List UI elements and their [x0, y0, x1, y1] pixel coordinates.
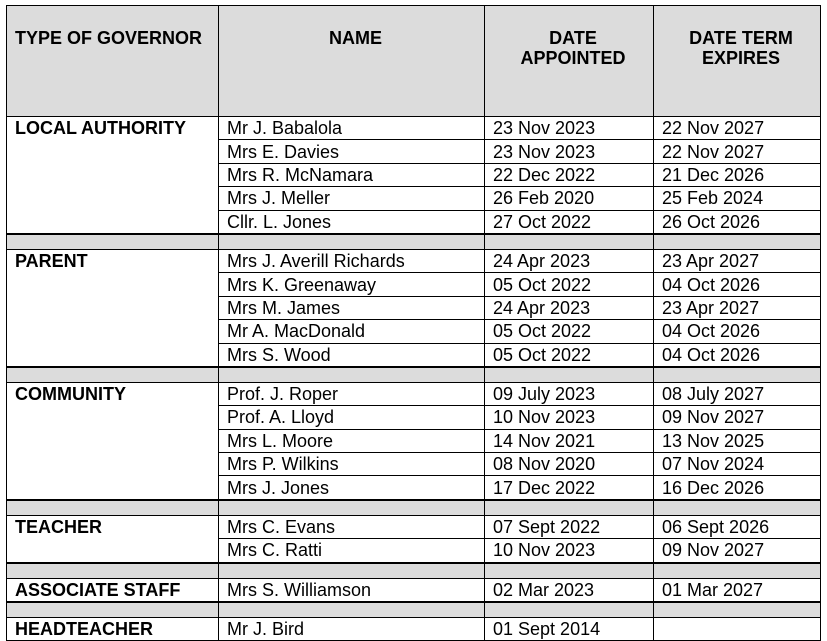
- group-separator: [7, 602, 821, 618]
- governor-type-cell: [7, 163, 219, 186]
- governor-name-cell: Mrs C. Ratti: [219, 539, 485, 563]
- governor-type-cell: [7, 296, 219, 319]
- table-row: [7, 249, 821, 272]
- table-row: [7, 406, 821, 429]
- governor-name-cell: Mrs S. Williamson: [219, 578, 485, 602]
- table-row: [7, 539, 821, 563]
- separator-cell: [654, 602, 821, 618]
- table-row: [7, 453, 821, 476]
- separator-cell: [219, 563, 485, 579]
- table-row: [7, 140, 821, 163]
- separator-cell: [485, 563, 654, 579]
- date-appointed-cell: 07 Sept 2022: [485, 515, 654, 538]
- separator-cell: [219, 500, 485, 516]
- header-date-appointed-line1: DATE: [549, 28, 597, 48]
- date-expires-cell: 09 Nov 2027: [654, 406, 821, 429]
- date-appointed-cell: 23 Nov 2023: [485, 140, 654, 163]
- separator-cell: [7, 367, 219, 383]
- date-expires-cell: 16 Dec 2026: [654, 476, 821, 500]
- governor-type-cell: TEACHER: [7, 515, 219, 538]
- governor-name-cell: Mrs J. Jones: [219, 476, 485, 500]
- date-expires-cell: 23 Apr 2027: [654, 296, 821, 319]
- separator-cell: [219, 367, 485, 383]
- date-appointed-cell: 24 Apr 2023: [485, 296, 654, 319]
- separator-cell: [7, 234, 219, 250]
- governor-name-cell: Mrs J. Averill Richards: [219, 249, 485, 272]
- header-date-term-expires-line1: DATE TERM: [689, 28, 793, 48]
- table-row: [7, 296, 821, 319]
- table-row: [7, 578, 821, 602]
- governor-type-cell: PARENT: [7, 249, 219, 272]
- date-appointed-cell: 10 Nov 2023: [485, 539, 654, 563]
- table-row: [7, 320, 821, 343]
- date-expires-cell: 22 Nov 2027: [654, 117, 821, 140]
- governor-name-cell: Mrs C. Evans: [219, 515, 485, 538]
- governor-name-cell: Mr A. MacDonald: [219, 320, 485, 343]
- governor-type-cell: COMMUNITY: [7, 382, 219, 405]
- date-expires-cell: 13 Nov 2025: [654, 429, 821, 452]
- date-appointed-cell: 05 Oct 2022: [485, 343, 654, 367]
- date-expires-cell: 04 Oct 2026: [654, 273, 821, 296]
- date-appointed-cell: 27 Oct 2022: [485, 210, 654, 234]
- governor-name-cell: Mrs J. Meller: [219, 187, 485, 210]
- date-expires-cell: 25 Feb 2024: [654, 187, 821, 210]
- date-expires-cell: 22 Nov 2027: [654, 140, 821, 163]
- governor-type-cell: LOCAL AUTHORITY: [7, 117, 219, 140]
- governor-name-cell: Mr J. Bird: [219, 618, 485, 641]
- governor-type-cell: [7, 210, 219, 234]
- governor-name-cell: Mr J. Babalola: [219, 117, 485, 140]
- governor-type-cell: HEADTEACHER: [7, 618, 219, 641]
- table-row: [7, 273, 821, 296]
- governor-type-cell: [7, 320, 219, 343]
- group-separator: [7, 500, 821, 516]
- header-date-appointed: [485, 6, 654, 117]
- date-appointed-cell: 17 Dec 2022: [485, 476, 654, 500]
- header-date-term-expires: [654, 6, 821, 117]
- governor-name-cell: Mrs K. Greenaway: [219, 273, 485, 296]
- governor-type-cell: [7, 343, 219, 367]
- date-expires-cell: 01 Mar 2027: [654, 578, 821, 602]
- table-row: [7, 382, 821, 405]
- governor-type-cell: [7, 539, 219, 563]
- header-date-term-expires-line2: EXPIRES: [701, 48, 781, 68]
- separator-cell: [485, 367, 654, 383]
- header-type: TYPE OF GOVERNOR: [7, 6, 219, 117]
- governor-name-cell: Mrs S. Wood: [219, 343, 485, 367]
- table-row: [7, 476, 821, 500]
- separator-cell: [654, 367, 821, 383]
- governor-name-cell: Mrs E. Davies: [219, 140, 485, 163]
- governor-type-cell: [7, 476, 219, 500]
- separator-cell: [7, 602, 219, 618]
- table-body: [7, 117, 821, 641]
- date-appointed-cell: 05 Oct 2022: [485, 320, 654, 343]
- date-expires-cell: 07 Nov 2024: [654, 453, 821, 476]
- governor-type-cell: [7, 273, 219, 296]
- table-row: [7, 618, 821, 641]
- group-separator: [7, 563, 821, 579]
- date-expires-cell: 06 Sept 2026: [654, 515, 821, 538]
- group-separator: [7, 234, 821, 250]
- separator-cell: [219, 234, 485, 250]
- date-appointed-cell: 14 Nov 2021: [485, 429, 654, 452]
- separator-cell: [485, 500, 654, 516]
- group-separator: [7, 367, 821, 383]
- governor-type-cell: [7, 187, 219, 210]
- date-expires-cell: 26 Oct 2026: [654, 210, 821, 234]
- separator-cell: [654, 500, 821, 516]
- governor-type-cell: [7, 429, 219, 452]
- table-row: [7, 187, 821, 210]
- governor-type-cell: [7, 406, 219, 429]
- date-expires-cell: 09 Nov 2027: [654, 539, 821, 563]
- separator-cell: [654, 234, 821, 250]
- table-row: [7, 210, 821, 234]
- separator-cell: [7, 500, 219, 516]
- governor-type-cell: [7, 453, 219, 476]
- date-appointed-cell: 10 Nov 2023: [485, 406, 654, 429]
- table-row: [7, 163, 821, 186]
- governor-name-cell: Mrs P. Wilkins: [219, 453, 485, 476]
- date-appointed-cell: 08 Nov 2020: [485, 453, 654, 476]
- separator-cell: [485, 234, 654, 250]
- governors-table: [6, 5, 821, 641]
- governor-name-cell: Prof. A. Lloyd: [219, 406, 485, 429]
- date-appointed-cell: 01 Sept 2014: [485, 618, 654, 641]
- governor-name-cell: Cllr. L. Jones: [219, 210, 485, 234]
- separator-cell: [219, 602, 485, 618]
- separator-cell: [654, 563, 821, 579]
- header-name: NAME: [219, 6, 485, 117]
- governor-name-cell: Mrs R. McNamara: [219, 163, 485, 186]
- date-expires-cell: [654, 618, 821, 641]
- governor-type-cell: ASSOCIATE STAFF: [7, 578, 219, 602]
- table-row: [7, 343, 821, 367]
- governor-name-cell: Mrs M. James: [219, 296, 485, 319]
- date-expires-cell: 04 Oct 2026: [654, 320, 821, 343]
- date-expires-cell: 04 Oct 2026: [654, 343, 821, 367]
- date-expires-cell: 08 July 2027: [654, 382, 821, 405]
- table-row: [7, 515, 821, 538]
- governors-document: [6, 5, 821, 641]
- governor-name-cell: Mrs L. Moore: [219, 429, 485, 452]
- header-row: [7, 6, 821, 117]
- separator-cell: [7, 563, 219, 579]
- date-appointed-cell: 05 Oct 2022: [485, 273, 654, 296]
- date-appointed-cell: 24 Apr 2023: [485, 249, 654, 272]
- governor-type-cell: [7, 140, 219, 163]
- date-expires-cell: 21 Dec 2026: [654, 163, 821, 186]
- table-row: [7, 429, 821, 452]
- date-expires-cell: 23 Apr 2027: [654, 249, 821, 272]
- date-appointed-cell: 02 Mar 2023: [485, 578, 654, 602]
- date-appointed-cell: 22 Dec 2022: [485, 163, 654, 186]
- header-date-appointed-line2: APPOINTED: [520, 48, 626, 68]
- date-appointed-cell: 26 Feb 2020: [485, 187, 654, 210]
- table-row: [7, 117, 821, 140]
- date-appointed-cell: 23 Nov 2023: [485, 117, 654, 140]
- date-appointed-cell: 09 July 2023: [485, 382, 654, 405]
- governor-name-cell: Prof. J. Roper: [219, 382, 485, 405]
- separator-cell: [485, 602, 654, 618]
